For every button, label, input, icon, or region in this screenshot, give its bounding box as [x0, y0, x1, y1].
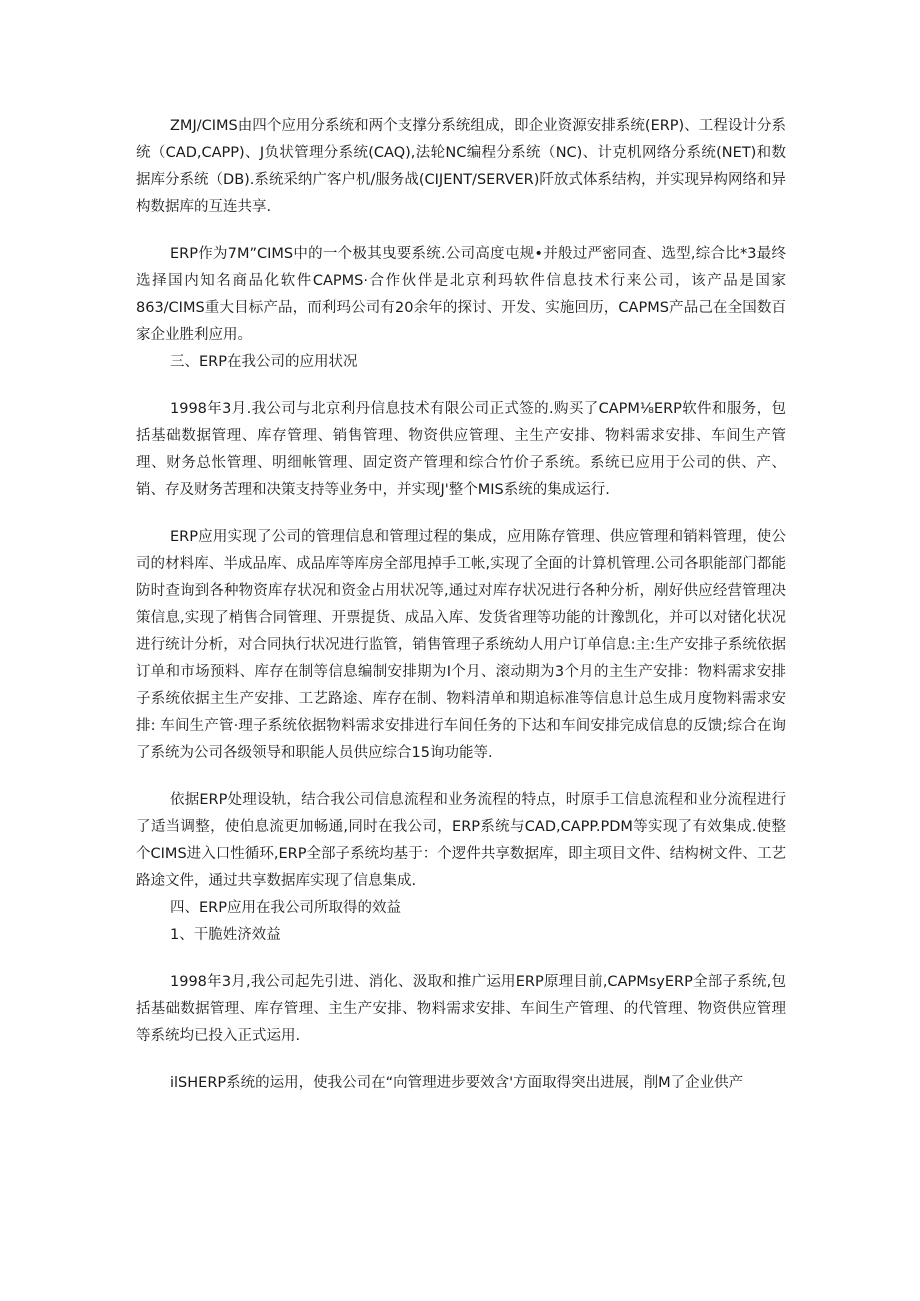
paragraph-erp-selection: ERP作为7M”CIMS中的一个极其曳要系统.公司高度屯规•并般过严密同査、选型,综合比*3最终选择国内知名商品化软件CAPMS·合作伙伴是北京利玛软件信息技术行来公司，该产品是国家863/CIMS重大目标产品，而利玛公司有20余年的探讨、开发、实施回历，CAPMS产品己在全国数百家企业胜利应用。 [136, 246, 786, 343]
paragraph-erp-deployment: 1998年3月,我公司起先引进、消化、汲取和推广运用ERP原理目前,CAPMsyERP全部子系统,包括基础数据管理、库存管理、主生产安排、物料需求安排、车间生产管理、的代管理、物资供应管理等系统均已投入正式运用. [136, 974, 786, 1044]
subsection-heading-economic: 1、干脆姓济效益 [170, 927, 281, 943]
section-heading-erp-benefits: 四、ERP应用在我公司所取得的效益 [170, 900, 401, 916]
paragraph-erp-purchase: 1998年3月.我公司与北京利丹信息技术有限公司正式签的.购买了CAPM⅛ERP软件和服务，包括基础数据管理、库存管理、销售管理、物资供应管理、主生产安排、物料需求安排、车间生产管理、财务总怅管理、明细帐管理、固定资产管理和综合竹价子系统。系统已应用于公司的供、产、销、存及财务苦理和决策支持等业务中，并实现J'整个MIS系统的集成运行. [136, 401, 786, 498]
paragraph-cims-overview: ZMJ/CIMS由四个应用分系统和两个支撑分系统组成，即企业资源安排系统(ERP)、工程设计分系统（CAD,CAPP)、J负状管理分系统(CAQ),法轮NC编程分系统（NC)、计克机网络分系统(NET)和数据库分系统（DB).系统采纳广客户机/服务战(CIJENT/SERVER)阡放式体系结构，并实现异构网络和异构数据库的互连共享. [136, 118, 786, 215]
paragraph-erp-integration: ERP应用实现了公司的管理信息和管理过程的集成，应用陈存管理、供应管理和销料管理，使公司的材料库、半成品库、成品库等库房全部甩掉手工帐,实现了全面的计算机管理.公司各职能部门都能防时查询到各种物资库存状况和资金占用状况等,通过对库存状况进行各种分析，剐好供应经营管理决策信息,实现了梢售合同管理、开票提货、成品入库、发货省理等功能的计豫凯化，并可以对锗化状况进行统计分析，对合同执行状况进行监管，销售管理子系统幼人用户订单信息:主:生产安排子系统依据订单和市场预料、库存在制等信息编制安排期为I个月、滚动期为3个月的主生产安排：物料需求安排子系统依据主生产安排、工艺路途、库存在制、物料清单和期追标准等信息计总生成月度物料需求安排: 车间生产管·理子系统依据物料需求安排进行车间任务的下达和车间安排完成信息的反馈;综合在询了系统为公司各级领导和职能人员供应综合15询功能等. [136, 529, 786, 761]
document-body [136, 113, 786, 1097]
section-heading-erp-status: 三、ERP在我公司的应用状况 [170, 354, 358, 370]
paragraph-process-adjustment: 依据ERP处理设轨，结合我公司信息流程和业务流程的特点，时原手工信息流程和业分流程进行了适当调整，使伯息流更加畅通,同时在我公司，ERP系统与CAD,CAPP.PDM等实现了有效集成.使整个CIMS进入口性循环,ERP全部子系统均基于：个逻件共享数据库，即主项目文件、结构树文件、工艺路途文件，通过共享数据库实现了信息集成. [136, 792, 786, 889]
paragraph-erp-results: ilSHERP系统的运用，使我公司在“向管理进步要效含'方面取得突出进展，削M了企业供产 [170, 1075, 744, 1091]
